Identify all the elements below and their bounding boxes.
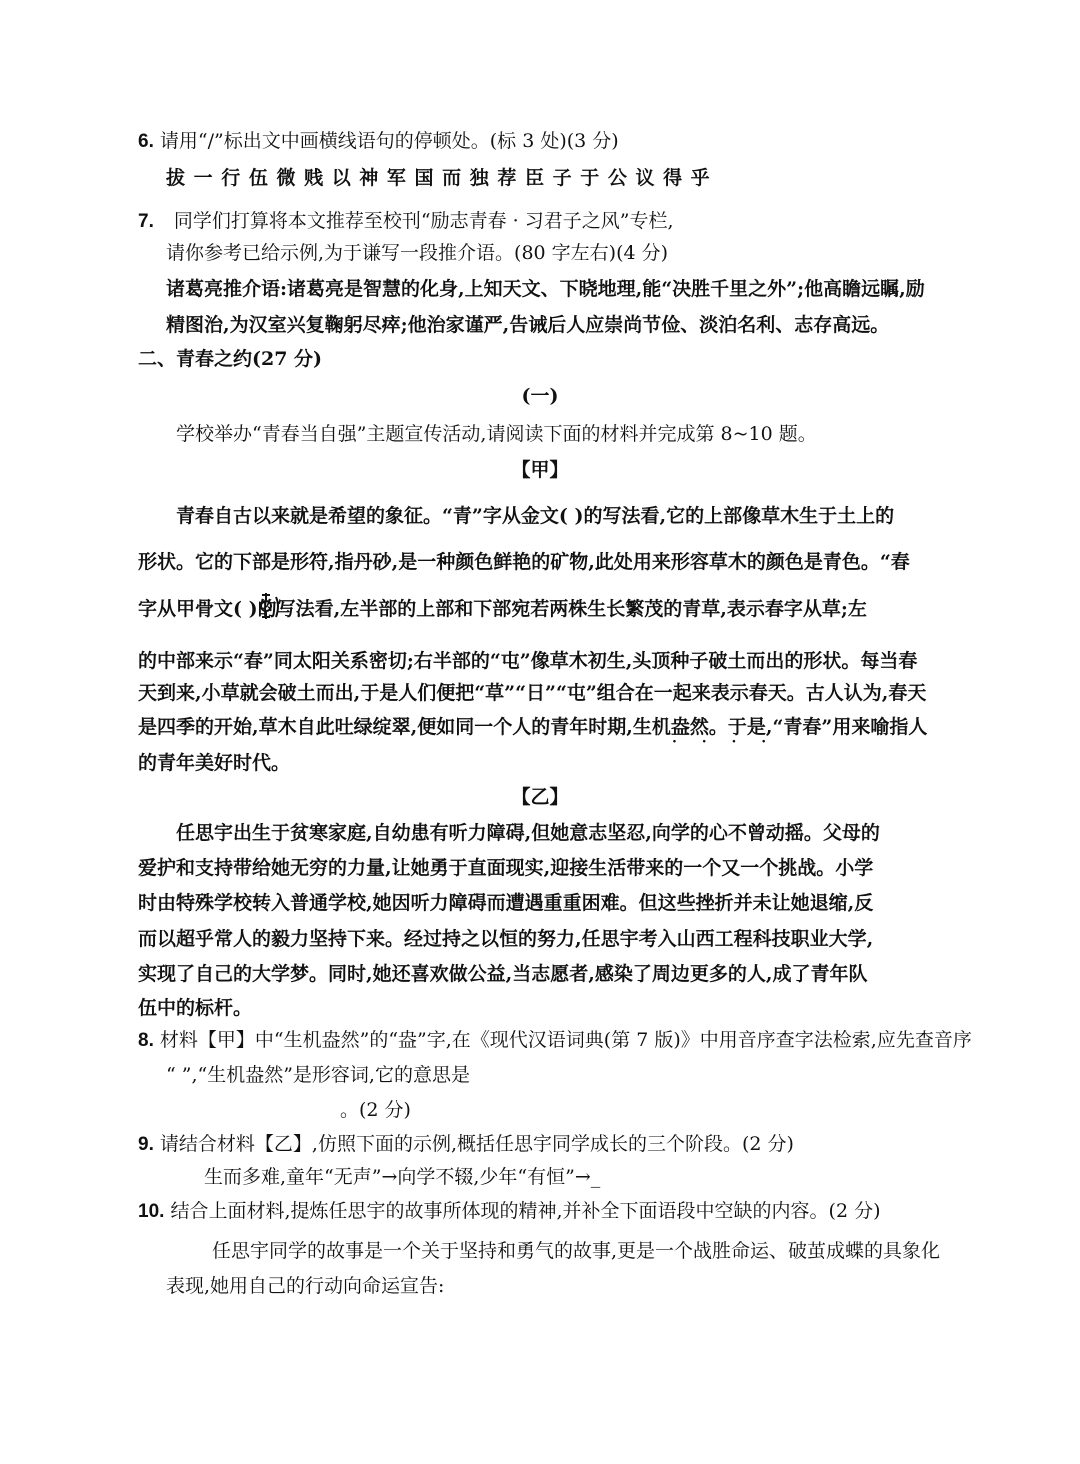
q10-prompt-3: 表现,她用自己的行动向命运宣告:: [166, 1275, 445, 1297]
q7-line-1: [138, 208, 674, 235]
material-yi-line: 实现了自己的大学梦。同时,她还喜欢做公益,当志愿者,感染了周边更多的人,成了青年队: [138, 963, 868, 985]
q8-prompt-3: 。(2 分): [340, 1099, 411, 1121]
material-yi-label: 【乙】: [511, 786, 569, 808]
material-jia-line: 字从甲骨文( )的写法看,左半部的上部和下部宛若两株生长繁茂的青草,表示春字从草;左: [138, 598, 867, 620]
section-2-heading: 二、青春之约(27 分): [138, 348, 323, 370]
q8-number: 8.: [138, 1030, 154, 1051]
q7-number: 7.: [138, 211, 154, 232]
q9-line-1: [138, 1131, 794, 1158]
q8-line-1: [138, 1027, 972, 1054]
q10-prompt-2: 任思宇同学的故事是一个关于坚持和勇气的故事,更是一个战胜命运、破茧成蝶的具象化: [212, 1240, 941, 1262]
q8-prompt-2: “ ”,“生机盎然”是形容词,它的意思是: [166, 1064, 470, 1086]
material-jia-label: 【甲】: [511, 459, 569, 481]
q6-prompt: 请用“/”标出文中画横线语句的停顿处。(标 3 处)(3 分): [159, 130, 619, 152]
material-jia-line: 形状。它的下部是形符,指丹砂,是一种颜色鲜艳的矿物,此处用来形容草木的颜色是青色。“春: [138, 551, 910, 573]
material-jia-line: 的中部来示“春”同太阳关系密切;右半部的“屯”像草木初生,头顶种子破土而出的形状。每当春: [138, 650, 918, 672]
material-yi-line: 时由特殊学校转入普通学校,她因听力障碍而遭遇重重困难。但这些挫折并未让她退缩,反: [138, 892, 874, 914]
q7-example-line-1: 诸葛亮推介语:诸葛亮是智慧的化身,上知天文、下晓地理,能“决胜千里之外”;他高瞻远瞩,励: [166, 278, 925, 300]
material-jia-line: 天到来,小草就会破土而出,于是人们便把“草”“日”“屯”组合在一起来表示春天。古人认为,春天: [138, 682, 927, 704]
emphasis-dots: · · · ·: [672, 734, 777, 750]
material-yi-line: 而以超乎常人的毅力坚持下来。经过持之以恒的努力,任思宇考入山西工程科技职业大学,: [138, 928, 874, 950]
q7-prompt-2: 请你参考已给示例,为于谦写一段推介语。(80 字左右)(4 分): [166, 242, 669, 264]
q8-prompt-1: 材料【甲】中“生机盎然”的“盎”字,在《现代汉语词典(第 7 版)》中用音序查字法检索,应先查音序: [159, 1029, 972, 1051]
q10-number: 10.: [138, 1201, 165, 1222]
material-yi-line: 伍中的标杆。: [138, 997, 253, 1019]
part-1-label: (一): [521, 385, 559, 407]
material-yi-line: 爱护和支持带给她无穷的力量,让她勇于直面现实,迎接生活带来的一个又一个挑战。小学: [138, 857, 874, 879]
q7-example-line-2: 精图治,为汉室兴复鞠躬尽瘁;他治家谨严,告诫后人应崇尚节俭、淡泊名利、志存高远。: [166, 314, 890, 336]
material-jia-line: 青春自古以来就是希望的象征。“青”字从金文( )的写法看,它的上部像草木生于土上的: [176, 505, 895, 527]
q6-prompt-line: [138, 128, 619, 155]
q9-number: 9.: [138, 1134, 154, 1155]
q7-prompt-1: 同学们打算将本文推荐至校刊“励志青春 · 习君子之风”专栏,: [173, 210, 674, 232]
material-yi-line: 任思宇出生于贫寒家庭,自幼患有听力障碍,但她意志坚忍,向学的心不曾动摇。父母的: [176, 822, 880, 844]
q10-line-1: [138, 1198, 881, 1225]
material-jia-line: 是四季的开始,草木自此吐绿绽翠,便如同一个人的青年时期,生机盎然。于是,“青春”用来喻指人: [138, 716, 928, 738]
q9-example: 生而多难,童年“无声”→向学不辍,少年“有恒”→_: [204, 1166, 601, 1188]
material-jia-line: 的青年美好时代。: [138, 752, 291, 774]
q10-prompt-1: 结合上面材料,提炼任思宇的故事所体现的精神,并补全下面语段中空缺的内容。(2 分): [170, 1200, 881, 1222]
q9-prompt-1: 请结合材料【乙】,仿照下面的示例,概括任思宇同学成长的三个阶段。(2 分): [159, 1133, 794, 1155]
q6-number: 6.: [138, 131, 154, 152]
q6-sentence: 拔 一 行 伍 微 贱 以 神 军 国 而 独 荐 臣 子 于 公 议 得 乎: [166, 167, 711, 189]
section-2-intro: 学校举办“青春当自强”主题宣传活动,请阅读下面的材料并完成第 8~10 题。: [176, 423, 817, 445]
